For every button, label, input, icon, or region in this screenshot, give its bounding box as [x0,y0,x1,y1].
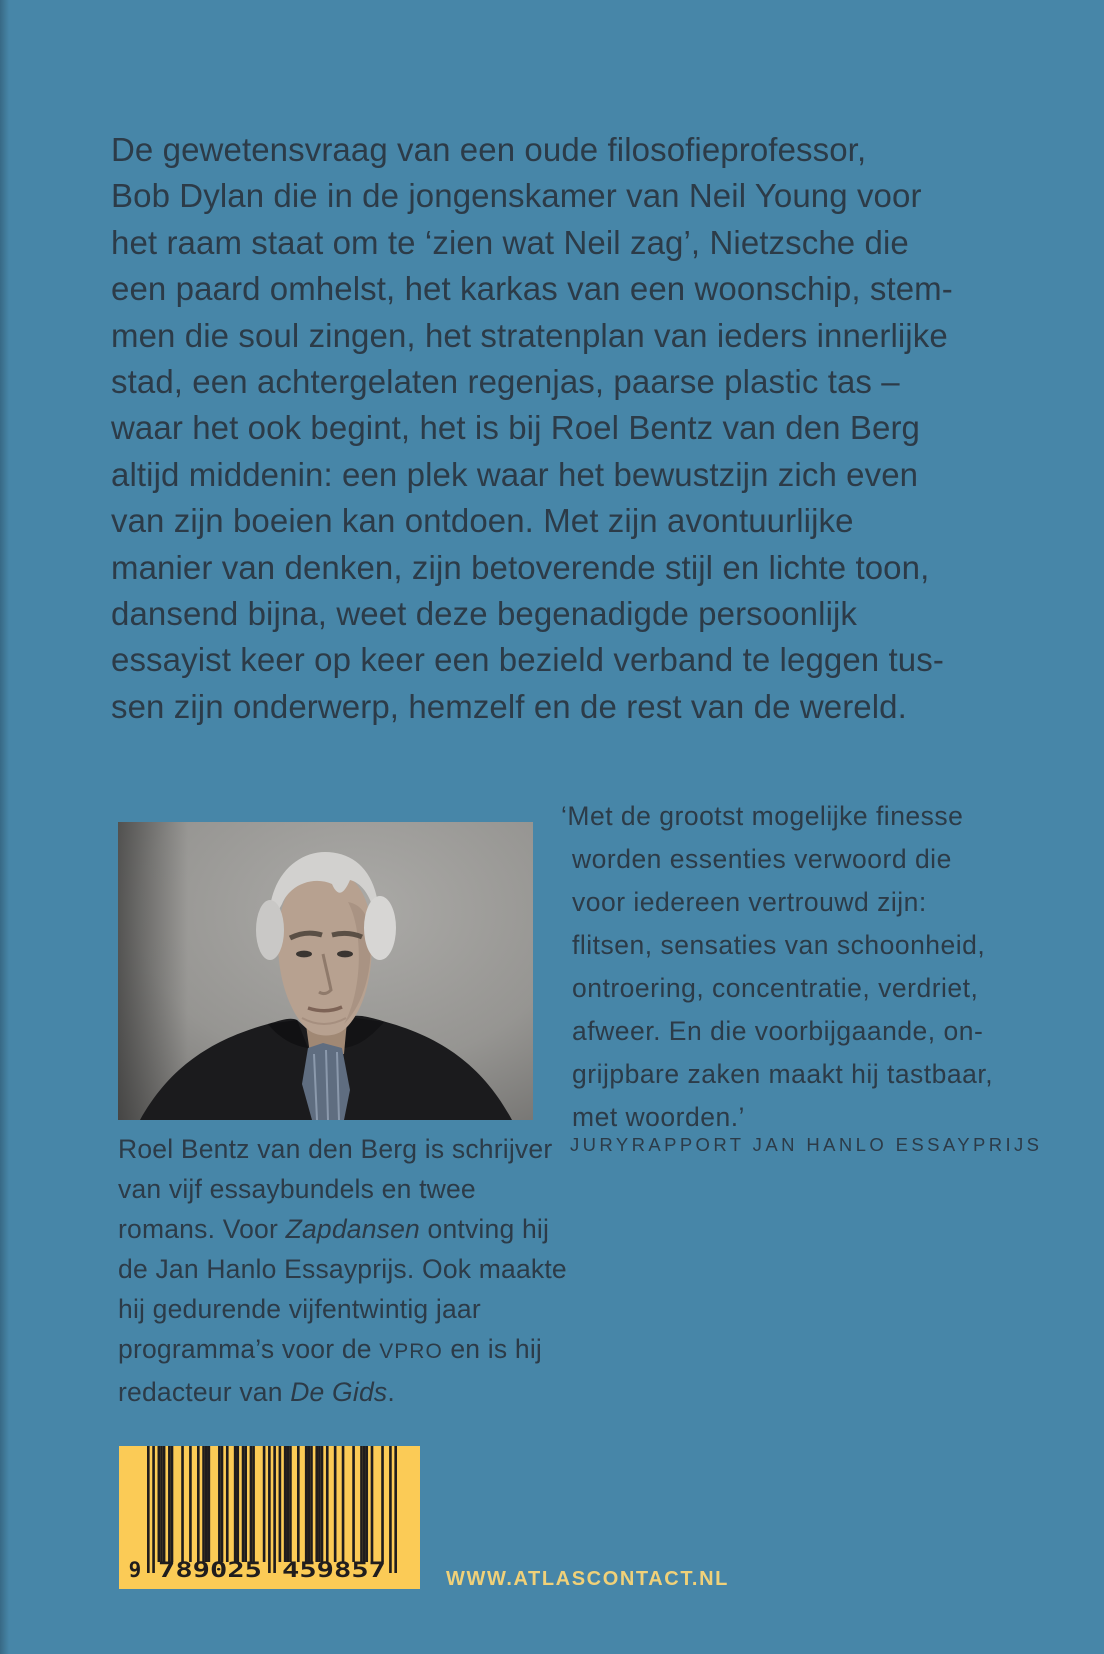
barcode-bar [371,1446,374,1562]
blurb-line: sen zijn onderwerp, hemzelf en de rest van de wereld. [111,687,907,725]
barcode-bar [365,1446,368,1562]
barcode-bar [273,1446,276,1573]
quote-line: grijpbare zaken maakt hij tastbaar, [572,1059,994,1089]
bio-line: de Jan Hanlo Essayprijs. Ook maakte [118,1254,567,1284]
quote-line: afweer. En die voorbijgaande, on- [572,1016,984,1046]
barcode-bar [226,1446,229,1562]
barcode-bar [310,1446,313,1562]
isbn-group-right: 459857 [282,1558,386,1582]
blurb-line: dansend bijna, weet deze begenadigde persoonlijk [111,595,858,633]
blurb-line: een paard omhelst, het karkas van een woonschip, stem- [111,270,953,308]
barcode-bar [208,1446,211,1562]
blurb-line: essayist keer op keer een bezield verband te leggen tus- [111,641,944,679]
quote-line: ‘Met de grootst mogelijke finesse [561,801,964,831]
barcode-bar [152,1446,155,1573]
hair-left-tuft [256,900,284,960]
barcode-bar [342,1446,345,1562]
barcode-bar [305,1446,308,1562]
barcode-bar [242,1446,245,1562]
author-bio [118,1129,567,1412]
barcode-bar [308,1446,311,1562]
barcode-bar [381,1446,384,1562]
barcode-bar [297,1446,300,1562]
barcode-bar [158,1446,161,1562]
barcode-bar [181,1446,184,1562]
right-eye [337,951,353,958]
quote-line: ontroering, concentratie, verdriet, [572,973,979,1003]
bio-line: redacteur van De Gids. [118,1377,395,1407]
quote-line: voor iedereen vertrouwd zijn: [572,887,927,917]
blurb-line: stad, een achtergelaten regenjas, paarse plastic tas – [111,363,900,401]
barcode-bar [363,1446,366,1562]
quote-line: met woorden.’ [572,1102,745,1132]
barcode-bar [163,1446,166,1562]
barcode-bar [284,1446,287,1562]
barcode-bar [321,1446,324,1562]
bio-line: hij gedurende vijfentwintig jaar [118,1294,481,1324]
barcode-bar [171,1446,174,1562]
blurb-text [111,127,953,730]
isbn-barcode [119,1446,420,1589]
bio-line: van vijf essaybundels en twee [118,1174,476,1204]
barcode-bar [168,1446,171,1562]
blurb-line: manier van denken, zijn betoverende stijl en lichte toon, [111,548,930,586]
quote-line: worden essenties verwoord die [572,844,952,874]
hair-right-tuft [364,896,396,960]
blurb-line: De gewetensvraag van een oude filosofieprofessor, [111,131,867,168]
blurb-line: van zijn boeien kan ontdoen. Met zijn avontuurlijke [111,502,854,540]
barcode-bar [315,1446,318,1562]
blurb-line: altijd middenin: een plek waar het bewustzijn zich even [111,455,919,493]
barcode-bar [318,1446,321,1562]
author-portrait-graphic [118,822,533,1120]
barcode-bar [147,1446,150,1573]
quote-line: flitsen, sensaties van schoonheid, [572,930,986,960]
barcode-bar [218,1446,221,1562]
barcode-bar [236,1446,239,1562]
bio-line: programma’s voor de VPRO en is hij [118,1334,542,1364]
barcode-bar [221,1446,224,1562]
barcode-bar [268,1446,271,1573]
blurb-line: Bob Dylan die in de jongenskamer van Neil Young voor [111,177,922,215]
author-photo [118,822,533,1120]
barcode-bar [205,1446,208,1562]
barcode-bar [263,1446,266,1562]
blurb-line: men die soul zingen, het stratenplan van ieders innerlijke [111,316,948,354]
barcode-bar [286,1446,289,1562]
barcode-bar [289,1446,292,1562]
blurb-line: het raam staat om te ‘zien wat Neil zag’, Nietzsche die [111,223,909,261]
bio-line: Roel Bentz van den Berg is schrijver [118,1134,553,1164]
barcode-bar [189,1446,192,1562]
barcode-bar [244,1446,247,1562]
isbn-group-left: 789025 [158,1558,262,1582]
barcode-bar [234,1446,237,1562]
blurb-line: waar het ook begint, het is bij Roel Bentz van den Berg [111,409,920,447]
barcode-bar [334,1446,337,1562]
bio-line: romans. Voor Zapdansen ontving hij [118,1214,550,1244]
barcode-bar [360,1446,363,1562]
barcode-bar [250,1446,253,1562]
barcode-bar [389,1446,392,1573]
barcode-bar [279,1446,282,1562]
publisher-website: WWW.ATLASCONTACT.NL [446,1568,729,1590]
cover-left-edge-shade [0,0,9,1654]
left-eye [296,951,312,958]
quote-attribution: JURYRAPPORT JAN HANLO ESSAYPRIJS [570,1134,1043,1155]
barcode-bar [394,1446,397,1573]
barcode-bar [202,1446,205,1562]
review-quote [561,795,994,1139]
isbn-lead-digit: 9 [128,1558,142,1582]
barcode-bar [197,1446,200,1562]
barcode-bar [326,1446,329,1562]
barcode-bar [352,1446,355,1562]
barcode-bar [252,1446,255,1562]
barcode-bar [160,1446,163,1562]
